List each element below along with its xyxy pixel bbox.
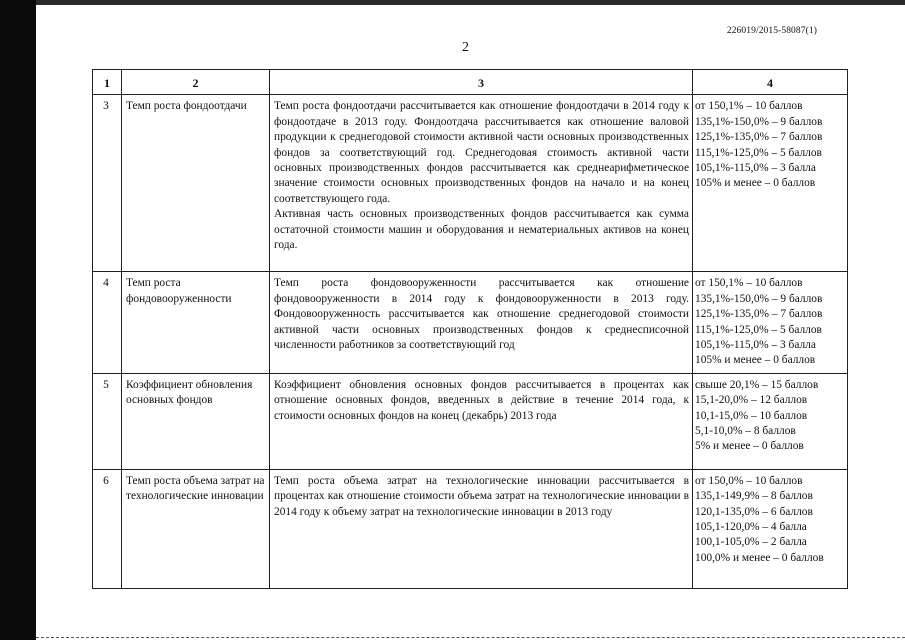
indicator-description <box>270 272 693 373</box>
criteria-line: от 150,1% – 10 баллов <box>695 277 803 290</box>
table-row <box>93 272 848 373</box>
criteria-line: от 150,0% – 10 баллов <box>695 474 803 487</box>
header-col-4: 4 <box>693 70 848 95</box>
criteria-line: 125,1%-135,0% – 7 баллов <box>695 308 823 321</box>
criteria-line: 10,1-15,0% – 10 баллов <box>695 409 808 422</box>
criteria-line: от 150,1% – 10 баллов <box>695 100 803 113</box>
row-number: 6 <box>93 469 122 588</box>
criteria-line: 105,1%-115,0% – 3 балла <box>695 162 816 175</box>
criteria-line: 100,1-105,0% – 2 балла <box>695 536 807 549</box>
table-row <box>93 469 848 588</box>
description-paragraph: Темп роста фондоотдачи рассчитывается как отношение фондоотдачи в 2014 году к фондоотдаче в 2013 году. Фондоотдача рассчитывается как отношение валовой продукции к среднегодовой стоимости активной части основных производственных фондов за соответствующий год. Среднегодовая стоимость активной части основных производственных фондов рассчитывается как среднеарифметическое значение стоимости основных производственных фондов на начало и на конец соответствующего года. <box>274 100 689 205</box>
table-header-row <box>93 70 848 95</box>
criteria-line: 115,1%-125,0% – 5 баллов <box>695 323 822 336</box>
indicator-description <box>270 95 693 272</box>
criteria-line: 15,1-20,0% – 12 баллов <box>695 394 808 407</box>
criteria-line: 105% и менее – 0 баллов <box>695 177 816 190</box>
criteria-table <box>92 69 848 589</box>
document-id: 226019/2015-58087(1) <box>726 26 817 36</box>
criteria-line: 5% и менее – 0 баллов <box>695 440 804 453</box>
row-number: 5 <box>93 373 122 469</box>
scoring-criteria <box>693 95 848 272</box>
criteria-line: 105,1-120,0% – 4 балла <box>695 521 807 534</box>
criteria-line: свыше 20,1% – 15 баллов <box>695 378 819 391</box>
row-number: 3 <box>93 95 122 272</box>
criteria-line: 105% и менее – 0 баллов <box>695 354 816 367</box>
indicator-description <box>270 373 693 469</box>
header-col-3: 3 <box>270 70 693 95</box>
description-paragraph: Коэффициент обновления основных фондов рассчитывается в процентах как отношение основных фондов, введенных в действие в течение 2014 года, к стоимости основных фондов на конец (декабрь) 2013 года <box>274 378 689 422</box>
scoring-criteria <box>693 469 848 588</box>
description-paragraph: Темп роста объема затрат на технологические инновации рассчитывается в процентах как отношение стоимости объема затрат на технологические инновации в 2014 году к объему затрат на технологические инновации в 2013 году <box>274 474 689 518</box>
description-paragraph: Активная часть основных производственных фондов рассчитывается как сумма остаточной стоимости машин и оборудования и нематериальных активов на конец года. <box>274 208 689 252</box>
scan-top-edge <box>36 0 905 5</box>
indicator-name: Темп роста фондовооруженности <box>122 272 270 373</box>
criteria-line: 5,1-10,0% – 8 баллов <box>695 425 796 438</box>
scoring-criteria <box>693 373 848 469</box>
header-col-1: 1 <box>93 70 122 95</box>
criteria-line: 135,1%-150,0% – 9 баллов <box>695 292 823 305</box>
criteria-line: 100,0% и менее – 0 баллов <box>695 551 824 564</box>
criteria-line: 135,1%-150,0% – 9 баллов <box>695 115 823 128</box>
criteria-line: 125,1%-135,0% – 7 баллов <box>695 131 823 144</box>
indicator-description <box>270 469 693 588</box>
description-paragraph: Темп роста фондовооруженности рассчитывается как отношение фондовооруженности в 2014 году к фондовооруженности в 2013 году. Фондовооруженность рассчитывается как отношение среднегодовой стоимости активной части основных производственных фондов к среднесписочной численности работников за соответствующий год <box>274 277 689 352</box>
indicator-name: Темп роста фондоотдачи <box>122 95 270 272</box>
header-col-2: 2 <box>122 70 270 95</box>
criteria-line: 105,1%-115,0% – 3 балла <box>695 339 816 352</box>
indicator-name: Темп роста объема затрат на технологические инновации <box>122 469 270 588</box>
criteria-line: 135,1-149,9% – 8 баллов <box>695 490 813 503</box>
page-number: 2 <box>462 40 469 55</box>
scoring-criteria <box>693 272 848 373</box>
table-row <box>93 95 848 272</box>
scan-left-edge <box>0 0 36 640</box>
table-row <box>93 373 848 469</box>
criteria-line: 120,1-135,0% – 6 баллов <box>695 505 813 518</box>
indicator-name: Коэффициент обновления основных фондов <box>122 373 270 469</box>
row-number: 4 <box>93 272 122 373</box>
criteria-line: 115,1%-125,0% – 5 баллов <box>695 146 822 159</box>
